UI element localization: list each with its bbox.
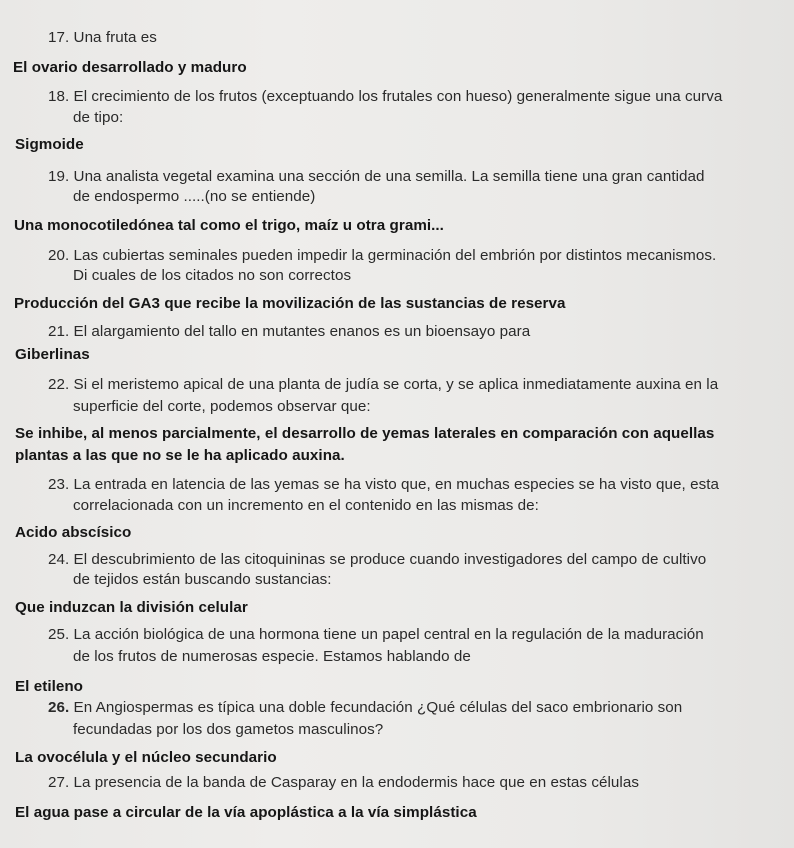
question-18-number: 18. bbox=[48, 88, 70, 105]
question-24-line-2: de tejidos están buscando sustancias: bbox=[73, 571, 332, 588]
question-23-line-2: correlacionada con un incremento en el contenido en las mismas de: bbox=[73, 497, 539, 514]
question-24-text: El descubrimiento de las citoquininas se produce cuando investigadores del campo de cultivo bbox=[73, 551, 707, 568]
question-22-number: 22. bbox=[48, 376, 70, 393]
question-23-number: 23. bbox=[48, 476, 70, 493]
question-25-text: La acción biológica de una hormona tiene un papel central en la regulación de la maduración bbox=[73, 626, 704, 643]
question-20-line-1 bbox=[48, 246, 716, 266]
question-21-text: El alargamiento del tallo en mutantes enanos es un bioensayo para bbox=[73, 323, 531, 340]
question-19-text: Una analista vegetal examina una sección de una semilla. La semilla tiene una gran cantidad bbox=[73, 168, 705, 185]
question-21-line-1 bbox=[48, 322, 530, 342]
answer-20: Producción del GA3 que recibe la movilización de las sustancias de reserva bbox=[14, 295, 566, 312]
question-24-line-1 bbox=[48, 550, 706, 570]
question-22-text: Si el meristemo apical de una planta de judía se corta, y se aplica inmediatamente auxina en la bbox=[73, 376, 719, 393]
answer-21: Giberlinas bbox=[15, 346, 90, 363]
answer-27: El agua pase a circular de la vía apoplástica a la vía simplástica bbox=[15, 804, 477, 821]
question-17-text: Una fruta es bbox=[73, 29, 157, 46]
question-22-line-2: superficie del corte, podemos observar que: bbox=[73, 398, 371, 415]
question-25-line-2: de los frutos de numerosas especie. Estamos hablando de bbox=[73, 648, 471, 665]
question-26-line-1 bbox=[48, 698, 682, 718]
question-25-line-1 bbox=[48, 625, 704, 645]
question-18-line-2: de tipo: bbox=[73, 109, 124, 126]
answer-22-line-2: plantas a las que no se le ha aplicado auxina. bbox=[15, 447, 345, 464]
question-20-line-2: Di cuales de los citados no son correctos bbox=[73, 267, 352, 284]
question-27-line-1 bbox=[48, 773, 639, 793]
answer-19: Una monocotiledónea tal como el trigo, maíz u otra grami... bbox=[14, 217, 444, 234]
question-21-number: 21. bbox=[48, 323, 70, 340]
question-19-number: 19. bbox=[48, 168, 70, 185]
question-27-number: 27. bbox=[48, 774, 70, 791]
question-23-text: La entrada en latencia de las yemas se ha visto que, en muchas especies se ha visto que, esta bbox=[73, 476, 719, 493]
question-26-line-2: fecundadas por los dos gametos masculinos? bbox=[73, 721, 384, 738]
answer-18: Sigmoide bbox=[15, 136, 84, 153]
answer-22-line-1: Se inhibe, al menos parcialmente, el desarrollo de yemas laterales en comparación con aquellas bbox=[15, 425, 715, 442]
question-20-number: 20. bbox=[48, 247, 70, 264]
question-22-line-1 bbox=[48, 375, 718, 395]
question-24-number: 24. bbox=[48, 551, 70, 568]
question-19-line-1 bbox=[48, 167, 705, 187]
question-20-text: Las cubiertas seminales pueden impedir la germinación del embrión por distintos mecanismos. bbox=[73, 247, 717, 264]
answer-17: El ovario desarrollado y maduro bbox=[13, 59, 247, 76]
question-17-line-1 bbox=[48, 28, 157, 48]
question-27-text: La presencia de la banda de Casparay en la endodermis hace que en estas células bbox=[73, 774, 639, 791]
question-25-number: 25. bbox=[48, 626, 70, 643]
question-17-number: 17. bbox=[48, 29, 70, 46]
question-26-text: En Angiospermas es típica una doble fecundación ¿Qué células del saco embrionario son bbox=[73, 699, 683, 716]
answer-23: Acido abscísico bbox=[15, 524, 132, 541]
question-26-number: 26. bbox=[48, 699, 70, 716]
answer-24: Que induzcan la división celular bbox=[15, 599, 248, 616]
question-19-line-2: de endospermo .....(no se entiende) bbox=[73, 188, 316, 205]
question-23-line-1 bbox=[48, 475, 719, 495]
question-18-text: El crecimiento de los frutos (exceptuando los frutales con hueso) generalmente sigue una curva bbox=[73, 88, 723, 105]
answer-26: La ovocélula y el núcleo secundario bbox=[15, 749, 277, 766]
question-18-line-1 bbox=[48, 87, 722, 107]
answer-25: El etileno bbox=[15, 678, 84, 695]
